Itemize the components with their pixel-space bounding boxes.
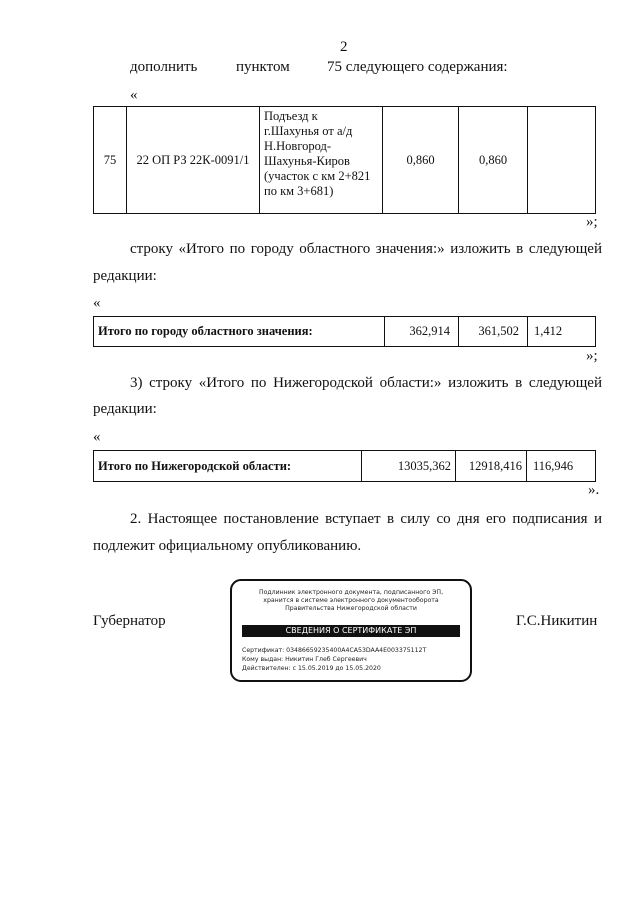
stamp-certificate: Сертификат: 03486659235400А4СА53DAA4E003375112Т <box>242 647 427 654</box>
region-total-v3: 116,946 <box>527 451 596 482</box>
city-total-v2: 361,502 <box>459 317 528 347</box>
city-paragraph-line-2: редакции: <box>93 268 157 284</box>
page-number: 2 <box>340 39 348 55</box>
length-other <box>528 107 596 214</box>
row-number: 75 <box>94 107 127 214</box>
region-paragraph-line-1: 3) строку «Итого по Нижегородской области:» изложить в следующей <box>130 375 602 391</box>
city-paragraph-line-1: строку «Итого по городу областного значения:» изложить в следующей <box>130 241 602 257</box>
region-paragraph-line-2: редакции: <box>93 401 157 417</box>
quote-close-3: ». <box>588 482 600 498</box>
city-total-v1: 362,914 <box>385 317 459 347</box>
signer-position: Губернатор <box>93 613 166 629</box>
road-name: Подъезд к г.Шахунья от а/д Н.Новгород- Шахунья-Киров (участок с км 2+821 по км 3+681) <box>260 107 383 214</box>
length-asphalt: 0,860 <box>459 107 528 214</box>
table-row <box>94 317 596 347</box>
stamp-title-bar: СВЕДЕНИЯ О СЕРТИФИКАТЕ ЭП <box>242 625 460 637</box>
quote-close-1: »; <box>586 214 598 230</box>
quote-open-2: « <box>93 295 101 311</box>
region-total-label: Итого по Нижегородской области: <box>94 451 362 482</box>
intro-word-1: дополнить <box>130 59 198 75</box>
city-total-label: Итого по городу областного значения: <box>94 317 385 347</box>
intro-word-3: 75 следующего содержания: <box>327 59 508 75</box>
road-row-table <box>93 106 596 214</box>
road-code: 22 ОП РЗ 22К-0091/1 <box>127 107 260 214</box>
region-total-v2: 12918,416 <box>456 451 527 482</box>
quote-open: « <box>130 87 138 103</box>
final-paragraph-line-1: 2. Настоящее постановление вступает в силу со дня его подписания и <box>130 511 602 527</box>
table-row <box>94 107 596 214</box>
stamp-validity: Действителен: с 15.05.2019 до 15.05.2020 <box>242 665 381 672</box>
length-total: 0,860 <box>383 107 459 214</box>
city-total-v3: 1,412 <box>528 317 596 347</box>
quote-open-3: « <box>93 429 101 445</box>
e-signature-stamp <box>230 579 472 682</box>
stamp-owner: Кому выдан: Никитин Глеб Сергеевич <box>242 656 367 663</box>
signer-name: Г.С.Никитин <box>516 613 598 629</box>
table-row <box>94 451 596 482</box>
intro-word-2: пунктом <box>236 59 290 75</box>
stamp-header: Подлинник электронного документа, подписанного ЭП, хранится в системе электронного документооборота Правительства Нижегородской области <box>258 589 444 612</box>
quote-close-2: »; <box>586 348 598 364</box>
city-total-table <box>93 316 596 347</box>
region-total-v1: 13035,362 <box>362 451 456 482</box>
region-total-table <box>93 450 596 482</box>
final-paragraph-line-2: подлежит официальному опубликованию. <box>93 538 362 554</box>
